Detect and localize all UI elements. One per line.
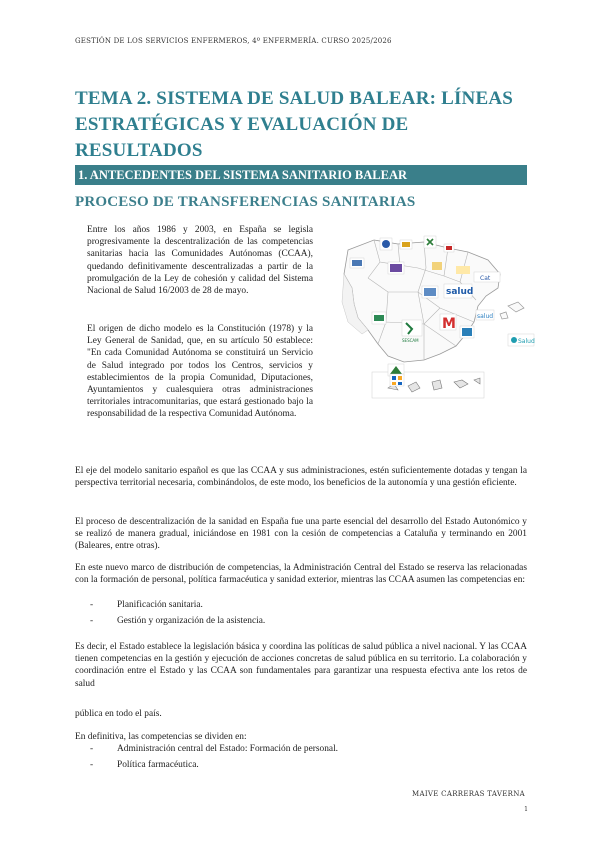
logo-aragon <box>456 266 470 274</box>
page-header: GESTIÓN DE LOS SERVICIOS ENFERMEROS, 4º ENFERMERÍA. CURSO 2025/2026 <box>75 37 392 45</box>
logo-valencia <box>460 326 474 338</box>
page-title <box>75 86 535 164</box>
logo-extremadura <box>372 312 386 324</box>
logo-rioja <box>432 262 442 270</box>
svg-text:Cat: Cat <box>480 275 491 282</box>
logo-sescam-text: SESCAM <box>402 338 419 343</box>
subheading: PROCESO DE TRANSFERENCIAS SANITARIAS <box>75 194 416 210</box>
logo-m-text: M <box>442 316 456 332</box>
section-heading: 1. ANTECEDENTES DEL SISTEMA SANITARIO BALEAR <box>75 165 527 185</box>
paragraph-8: En definitiva, las competencias se dividen en: <box>75 732 247 742</box>
logo-salud-1-text: salud <box>446 287 474 297</box>
logo-catalunya <box>474 272 500 282</box>
page-number: 1 <box>524 806 528 813</box>
paragraph-1: Entre los años 1986 y 2003, en España se legisla progresivamente la descentralización de las competencias sanitarias hacia las Comunidades Autónomas (CCAA), quedando definitivamente descentralizadas a partir de la promulgación de la Ley de cohesión y calidad del Sistema Nacional de Salud 16/2003 de 28 de mayo. <box>87 225 313 297</box>
logo-salud-2-text: salud <box>477 313 494 320</box>
logo-murcia-m <box>440 314 456 332</box>
spain-health-services-map <box>328 222 536 404</box>
logo-madrid <box>422 286 438 298</box>
title-line-2: ESTRATÉGICAS Y EVALUACIÓN DE RESULTADOS <box>75 114 409 161</box>
paragraph-5: En este nuevo marco de distribución de competencias, la Administración Central del Estado se reserva las relacionadas con la formación de personal, política farmacéutica y sanidad exterior, mientras las CCAA asumen las competencias en: <box>75 563 527 586</box>
logo-ib-salut <box>508 334 535 346</box>
logo-castilla-leon <box>388 262 404 274</box>
logo-salud-aragon <box>444 284 473 298</box>
spain-mainland-shape <box>344 240 500 362</box>
logo-salud-3-text: Salud <box>518 338 535 345</box>
logo-galicia <box>350 258 364 268</box>
paragraph-4: El proceso de descentralización de la sanidad en España fue una parte esencial del desarrollo del Estado Autonómico y se realizó de manera gradual, iniciándose en 1981 con la cesión de competencias a Cataluña y terminando en 2001 (Baleares, entre otras). <box>75 517 527 552</box>
paragraph-7: pública en todo el país. <box>75 709 162 719</box>
logo-canarias <box>390 374 404 386</box>
paragraph-2: El origen de dicho modelo es la Constitución (1978) y la Ley General de Sanidad, que, en su artículo 50 establece: "En cada Comunidad Autónoma se constituirá un Servicio de Salud integrado por todos los Centros, servicios y establecimientos de la propia Comunidad, Diputaciones, Ayuntamientos y cualesquiera otras administraciones territoriales intracomunitarias, que estará gestionado bajo la responsabilidad de la respectiva Comunidad Autónoma. <box>87 324 313 420</box>
balearic-islands-shape <box>500 302 524 319</box>
logo-cantabria <box>400 240 412 249</box>
title-line-1: TEMA 2. SISTEMA DE SALUD BALEAR: LÍNEAS <box>75 88 514 109</box>
logo-navarra <box>444 244 454 252</box>
logo-asturias <box>380 238 392 250</box>
footer-author: MAIVE CARRERAS TAVERNA <box>412 790 525 798</box>
logo-salud-murcia <box>476 310 494 320</box>
logo-pais-vasco <box>424 236 436 248</box>
paragraph-6: Es decir, el Estado establece la legislación básica y coordina las políticas de salud pública a nivel nacional. Y las CCAA tienen competencias en la gestión y ejecución de acciones concretas de salud pública en su territorio. La colaboración y coordinación entre el Estado y las CCAA son fundamentales para garantizar una respuesta efectiva ante los retos de salud <box>75 642 527 689</box>
paragraph-3: El eje del modelo sanitario español es que las CCAA y sus administraciones, estén suficientemente dotadas y tengan la perspectiva territorial necesaria, combinándolos, de este modo, los beneficios de la autonomía y una gestión eficiente. <box>75 466 527 489</box>
